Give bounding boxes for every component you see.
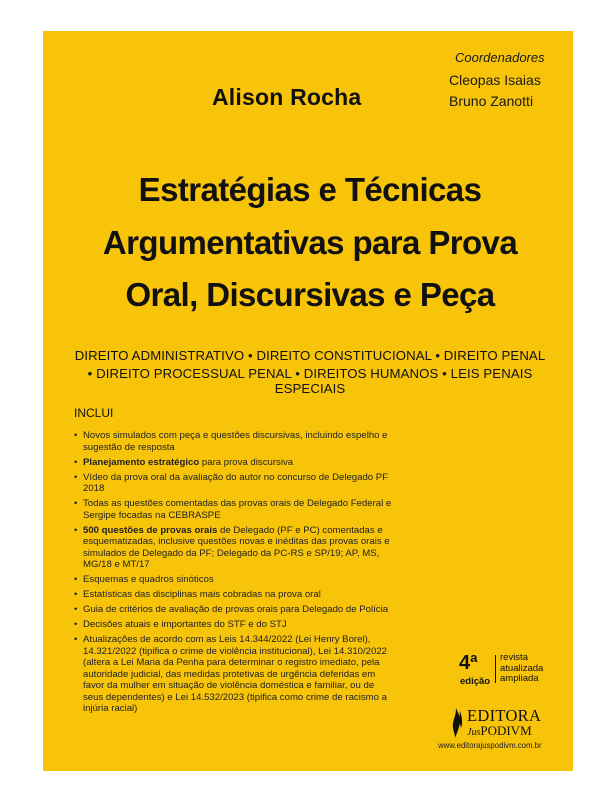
item-text: Estatísticas das disciplinas mais cobradas na prova oral (83, 589, 321, 600)
edition-divider (495, 655, 496, 683)
list-item (74, 634, 394, 715)
title-line-1: Estratégias e Técnicas (138, 171, 482, 208)
author-name: Alison Rocha (212, 84, 362, 110)
bullet-icon: • (74, 524, 78, 536)
edition-note: ampliada (500, 673, 539, 684)
item-text: Todas as questões comentadas das provas orais de Delegado Federal e Sergipe focadas na CEBRASPE (83, 498, 392, 521)
bullet-icon: • (74, 589, 78, 600)
item-text: Novos simulados com peça e questões discursivas, incluindo espelho e sugestão de resposta (83, 430, 388, 453)
bullet-icon: • (74, 634, 78, 645)
item-text: Guia de critérios de avaliação de provas orais para Delegado de Polícia (83, 604, 389, 615)
list-item (74, 619, 394, 631)
list-item (74, 574, 394, 586)
bullet-icon: • (74, 456, 78, 468)
publisher-website: www.editorajuspodivm.com.br (438, 741, 542, 750)
includes-heading: INCLUI (74, 406, 114, 420)
bullet-icon: • (74, 471, 78, 483)
flame-icon (449, 708, 463, 738)
item-text: Esquemas e quadros sinóticos (83, 574, 214, 585)
bullet-icon: • (74, 604, 78, 615)
subjects-line-1: DIREITO ADMINISTRATIVO • DIREITO CONSTITUCIONAL • DIREITO PENAL (74, 348, 546, 363)
bullet-icon: • (74, 574, 78, 585)
title-line-2: Argumentativas para Prova (102, 224, 518, 261)
publisher-imprint-main: PODIVM (480, 723, 532, 738)
list-item (74, 430, 394, 453)
edition-note: revista (500, 652, 528, 663)
publisher-name: EDITORA (467, 706, 542, 725)
coordinators-label: Coordenadores (455, 50, 545, 65)
coordinator-name-2: Bruno Zanotti (449, 93, 534, 109)
edition-notes (500, 653, 543, 685)
publisher-imprint-small: Jus (467, 727, 481, 738)
publisher-imprint (467, 723, 532, 739)
list-item (74, 604, 394, 616)
item-text: de Delegado (PF e PC) comentadas e esquematizadas, inclusive questões novas e inéditas das provas orais e simulados de Delegado da PF; Delegado da PC-RS e SP/19; AP, MS, MG/18 e MT/17 (83, 524, 390, 570)
edition-word: edição (460, 676, 491, 687)
item-text: para prova discursiva (199, 456, 294, 468)
item-text: Atualizações de acordo com as Leis 14.344/2022 (Lei Henry Borel), 14.321/2022 (tipifica o crime de violência institucional), Lei 14.310/2022 (altera a Lei Maria da Penha para determinar o registro imediato, pela autoridade judicial, das medidas protetivas de urgência deferidas em favor da mulher em situação de violência doméstica e familiar, ou de seus dependentes) e Lei 14.532/2023 (tipifica como crime de racismo a injúria racial) (83, 634, 387, 714)
title-line-3: Oral, Discursivas e Peça (125, 276, 495, 313)
list-item (74, 457, 394, 469)
includes-list (74, 430, 394, 718)
list-item (74, 472, 394, 495)
edition-note: atualizada (500, 662, 544, 674)
item-text: Decisões atuais e importantes do STF e do STJ (83, 619, 287, 630)
edition-number: 4ª (459, 652, 478, 674)
bullet-icon: • (74, 619, 78, 630)
bullet-icon: • (74, 430, 78, 441)
list-item (74, 525, 394, 571)
list-item (74, 498, 394, 521)
bullet-icon: • (74, 498, 78, 509)
item-text: Vídeo da prova oral da avaliação do autor no concurso de Delegado PF 2018 (83, 471, 389, 494)
item-bold-text: Planejamento estratégico (83, 456, 200, 468)
item-bold-text: 500 questões de provas orais (83, 524, 218, 536)
coordinator-name-1: Cleopas Isaias (449, 72, 541, 88)
list-item (74, 589, 394, 601)
subjects-line-2: • DIREITO PROCESSUAL PENAL • DIREITOS HUMANOS • LEIS PENAIS ESPECIAIS (87, 366, 533, 396)
